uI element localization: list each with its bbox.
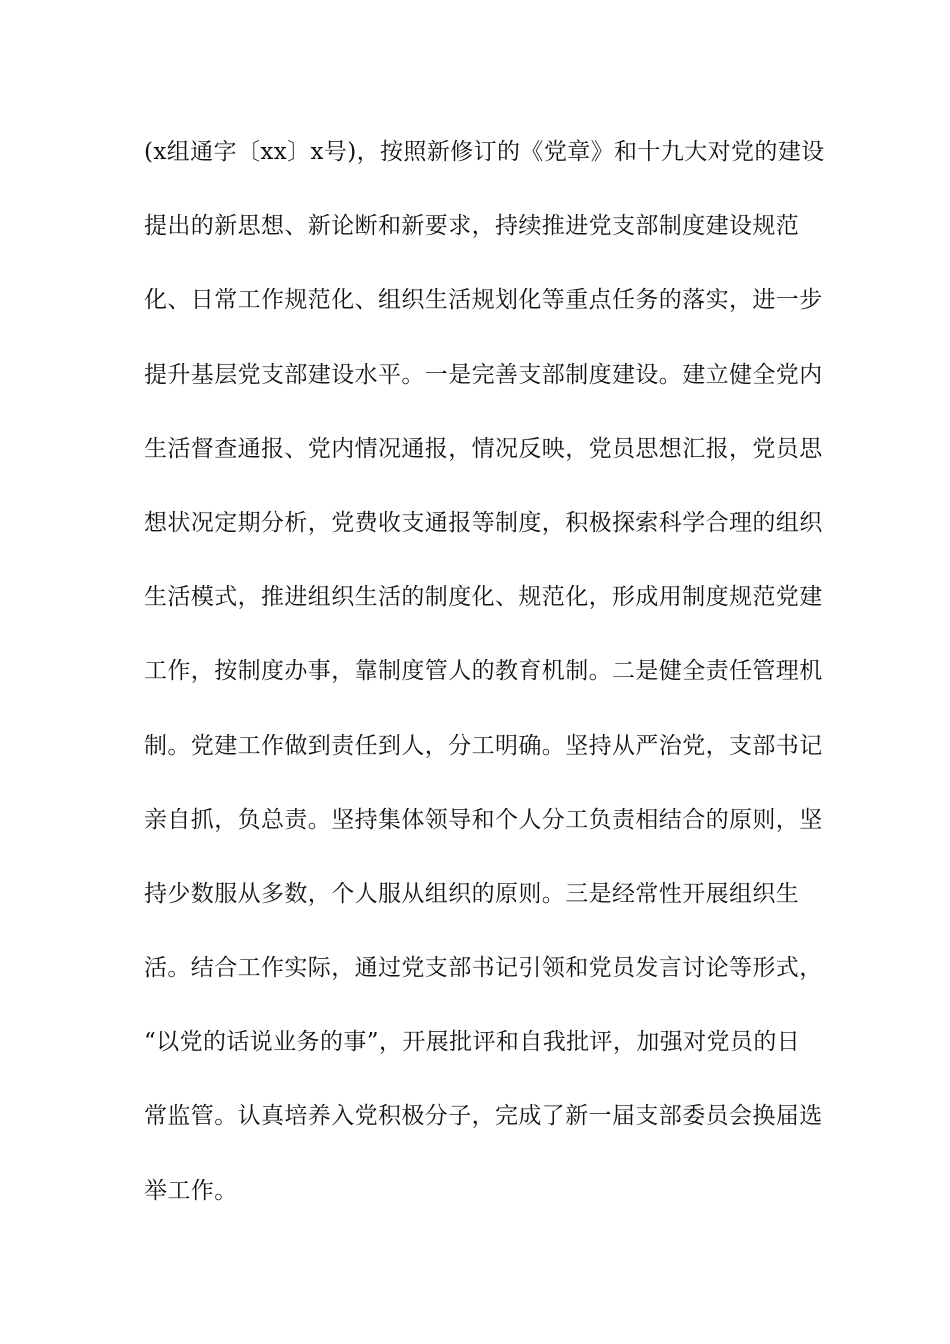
text-line: (x组通字〔xx〕x号)，按照新修订的《党章》和十九大对党的建设 bbox=[144, 139, 825, 165]
text-line: 想状况定期分析，党费收支通报等制度，积极探索科学合理的组织 bbox=[144, 509, 823, 536]
text-line: 举工作。 bbox=[144, 1177, 238, 1204]
text-line: 工作，按制度办事，靠制度管人的教育机制。二是健全责任管理机 bbox=[144, 658, 823, 685]
text-line: 制。党建工作做到责任到人，分工明确。坚持从严治党，支部书记 bbox=[144, 732, 823, 759]
text-line: 持少数服从多数，个人服从组织的原则。三是经常性开展组织生 bbox=[144, 880, 800, 907]
body-paragraph bbox=[144, 130, 824, 1243]
text-line: 生活模式，推进组织生活的制度化、规范化，形成用制度规范党建 bbox=[144, 584, 823, 611]
text-line: 亲自抓，负总责。坚持集体领导和个人分工负责相结合的原则，坚 bbox=[144, 806, 823, 833]
text-line: 常监管。认真培养入党积极分子，完成了新一届支部委员会换届选 bbox=[144, 1103, 823, 1130]
text-line: 活。结合工作实际，通过党支部书记引领和党员发言讨论等形式， bbox=[144, 955, 823, 982]
text-line: 提出的新思想、新论断和新要求，持续推进党支部制度建设规范 bbox=[144, 213, 800, 240]
text-line: 生活督查通报、党内情况通报，情况反映，党员思想汇报，党员思 bbox=[144, 435, 823, 462]
text-line: “以党的话说业务的事”，开展批评和自我批评，加强对党员的日 bbox=[144, 1029, 801, 1056]
text-line: 提升基层党支部建设水平。一是完善支部制度建设。建立健全党内 bbox=[144, 361, 823, 388]
text-line: 化、日常工作规范化、组织生活规划化等重点任务的落实，进一步 bbox=[144, 287, 823, 314]
